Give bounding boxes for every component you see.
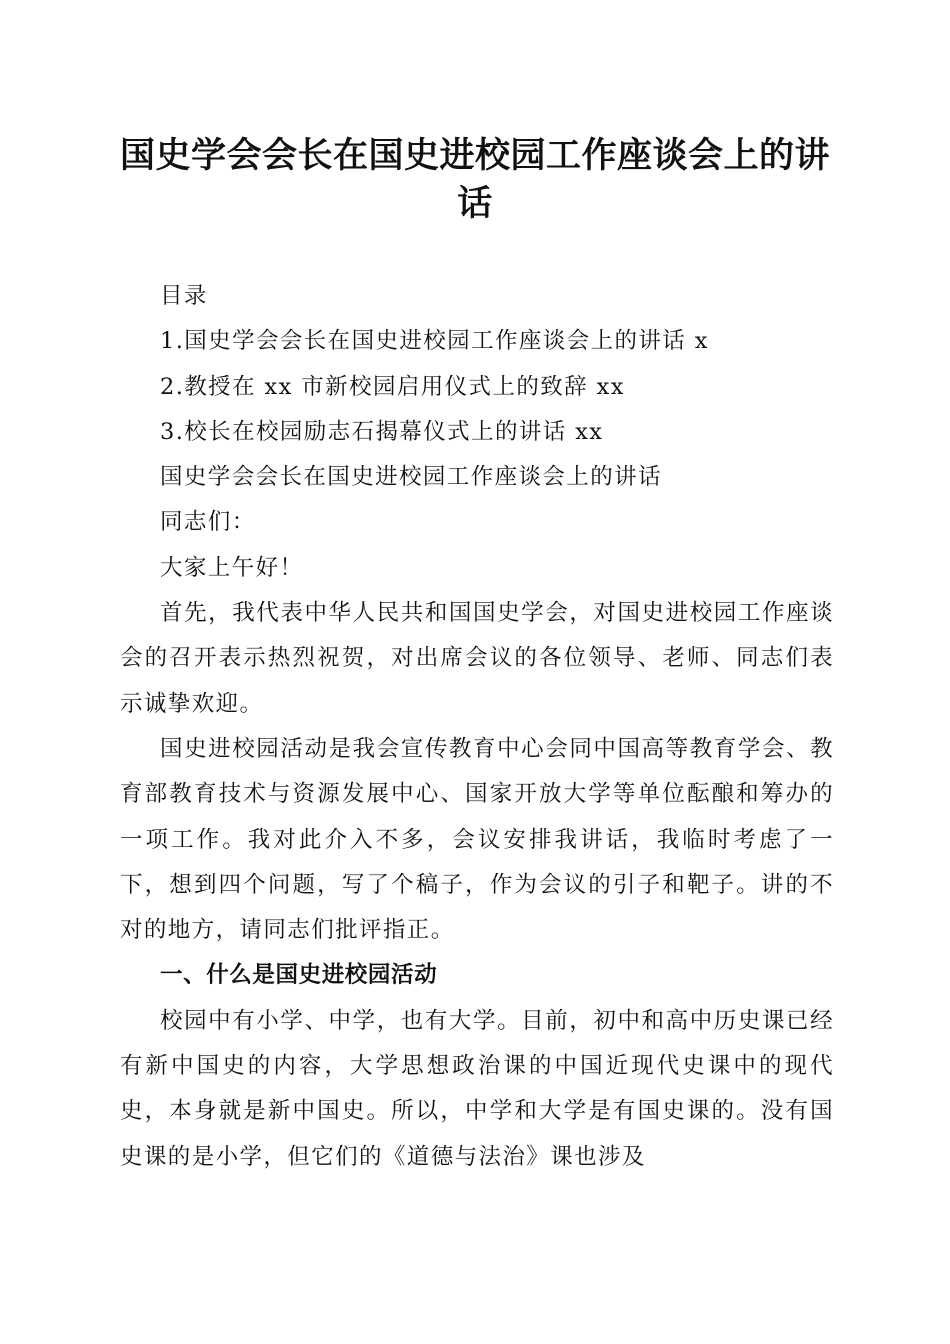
document-body <box>120 274 834 1180</box>
toc-item: 2.教授在 xx 市新校园启用仪式上的致辞 xx <box>160 373 625 400</box>
toc-item: 3.校长在校园励志石揭幕仪式上的讲话 xx <box>160 418 604 445</box>
salutation: 同志们： <box>160 509 256 536</box>
speech-title: 国史学会会长在国史进校园工作座谈会上的讲话 <box>160 464 662 491</box>
paragraph: 校园中有小学、中学，也有大学。目前，初中和高中历史课已经有新中国史的内容，大学思想政治课的中国近现代史课中的现代史，本身就是新中国史。所以，中学和大学是有国史课的。没有国史课的是小学，但它们的《道德与法治》课也涉及 <box>120 1007 834 1170</box>
toc-label: 目录 <box>160 283 208 309</box>
document-title: 国史学会会长在国史进校园工作座谈会上的讲话 <box>119 136 830 224</box>
section-heading: 一、什么是国史进校园活动 <box>160 962 438 989</box>
paragraph: 首先，我代表中华人民共和国国史学会，对国史进校园工作座谈会的召开表示热烈祝贺，对出席会议的各位领导、老师、同志们表示诚挚欢迎。 <box>120 600 834 717</box>
paragraph: 国史进校园活动是我会宣传教育中心会同中国高等教育学会、教育部教育技术与资源发展中心、国家开放大学等单位酝酿和筹办的一项工作。我对此介入不多，会议安排我讲话，我临时考虑了一下，想到四个问题，写了个稿子，作为会议的引子和靶子。讲的不对的地方，请同志们批评指正。 <box>120 735 834 944</box>
greeting: 大家上午好！ <box>160 554 304 581</box>
toc-item: 1.国史学会会长在国史进校园工作座谈会上的讲话 x <box>160 328 709 355</box>
